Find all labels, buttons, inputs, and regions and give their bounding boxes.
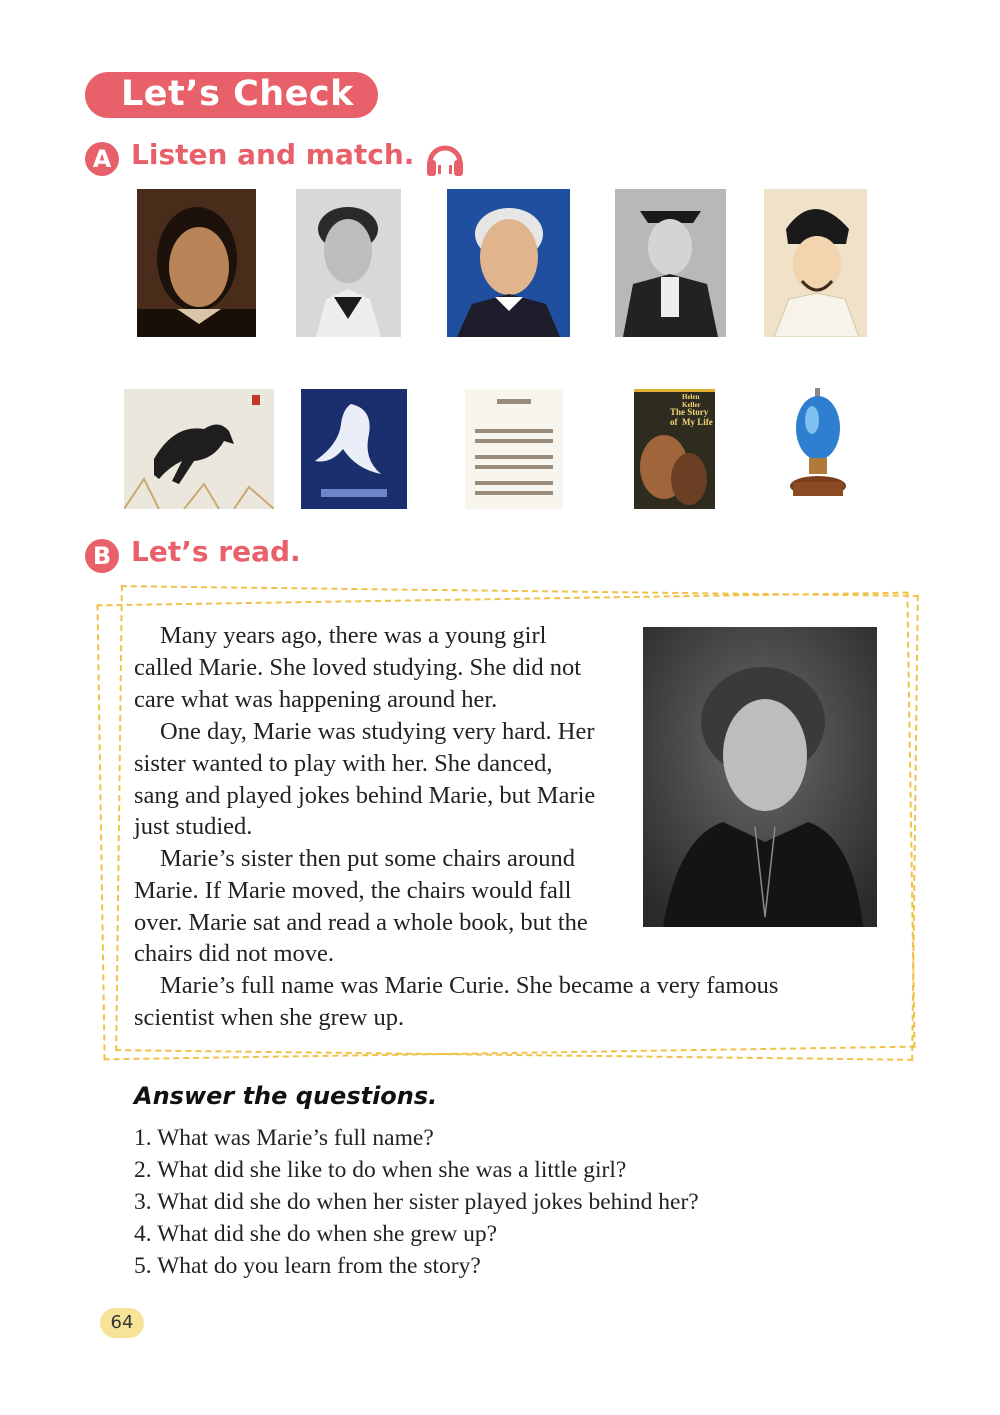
horse-painting: [124, 389, 274, 509]
lets-check-banner: [85, 72, 378, 118]
section-a-title: Listen and match.: [131, 138, 415, 171]
page-number: 64: [100, 1308, 144, 1338]
question-3: 3. What did she do when her sister played jokes behind her?: [134, 1189, 699, 1215]
paragraph-2-line-2: sister wanted to play with her. She danced,: [134, 749, 553, 777]
lets-check-title: Let’s Check: [121, 74, 354, 114]
paragraph-4-line-1: Marie’s full name was Marie Curie. She became a very famous: [160, 972, 779, 999]
marie-curie-photo: [643, 627, 877, 927]
headphones-icon[interactable]: [424, 139, 466, 179]
book-cover-title-1: The Story of: [670, 407, 709, 427]
paragraph-1-line-2: called Marie. She loved studying. She did not: [134, 653, 582, 681]
paragraph-4-line-2: scientist when she grew up.: [134, 1003, 405, 1031]
paragraph-2: [134, 716, 595, 843]
book-cover-title-2: My Life: [682, 417, 713, 427]
questions-heading: Answer the questions.: [134, 1082, 438, 1110]
question-4: 4. What did she do when she grew up?: [134, 1221, 498, 1247]
question-2: 2. What did she like to do when she was a little girl?: [134, 1157, 627, 1183]
paragraph-3-line-3: over. Marie sat and read a whole book, but the: [134, 908, 588, 936]
paragraph-4: [134, 970, 778, 1034]
question-1: 1. What was Marie’s full name?: [134, 1125, 434, 1151]
little-mermaid-book: [301, 389, 407, 509]
paragraph-2-line-1: One day, Marie was studying very hard. Her: [160, 718, 595, 745]
section-b-badge: B: [85, 539, 119, 573]
portrait-xu-beihong: [296, 189, 401, 337]
paragraph-2-line-3: sang and played jokes behind Marie, but Marie: [134, 781, 596, 809]
paragraph-2-line-4: just studied.: [134, 813, 253, 841]
section-a-badge: A: [85, 142, 119, 176]
book-cover-author: Helen Keller: [682, 393, 701, 409]
portrait-andersen: [137, 189, 256, 337]
paragraph-3: [134, 843, 588, 970]
portrait-li-bai: [764, 189, 867, 337]
jingyesi-poem: [465, 389, 563, 509]
light-bulb: [785, 386, 851, 508]
paragraph-3-line-1: Marie’s sister then put some chairs around: [160, 845, 576, 872]
portrait-helen-keller: [615, 189, 726, 337]
paragraph-1-line-3: care what was happening around her.: [134, 685, 498, 713]
the-story-of-my-life-book: [634, 389, 715, 509]
question-5: 5. What do you learn from the story?: [134, 1253, 481, 1279]
section-b-title: Let’s read.: [131, 535, 301, 568]
paragraph-3-line-4: chairs did not move.: [134, 940, 335, 968]
paragraph-1: [134, 620, 581, 715]
paragraph-1-line-1: Many years ago, there was a young girl: [160, 622, 547, 649]
paragraph-3-line-2: Marie. If Marie moved, the chairs would fall: [134, 876, 572, 904]
portrait-edison: [447, 189, 570, 337]
